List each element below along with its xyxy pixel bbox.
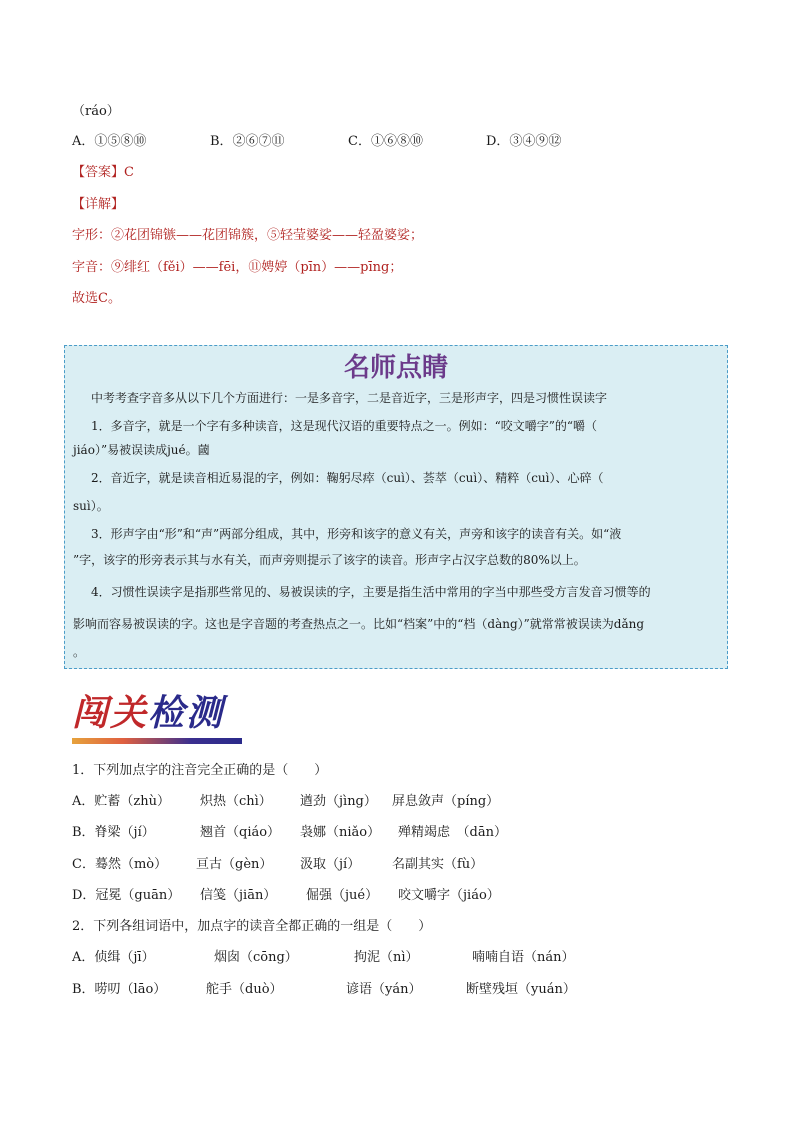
tip-line-10: 。: [73, 645, 86, 659]
option-d: D．③④⑨⑫: [486, 134, 562, 149]
tip-line-3: jiáo）”易被误读成jué。蔮: [73, 443, 210, 457]
tip-line-4: 2．音近字，就是读音相近易混的字，例如：鞠躬尽瘁（cuì）、荟萃（cuì）、精粹（cuì）、心碎（: [91, 471, 604, 485]
banner-underline: [72, 738, 242, 744]
q1-a-3: 遒劲（jìng）: [300, 794, 377, 809]
q1-d-1: D．冠冕（guān）: [72, 888, 181, 903]
q2-b-2: 舵手（duò）: [206, 982, 283, 997]
q1-d-4: 咬文嚼字（jiáo）: [398, 888, 500, 903]
question-2-stem: 2．下列各组词语中，加点字的读音全都正确的一组是（ ）: [72, 919, 432, 934]
answer-line: 【答案】C: [72, 165, 134, 180]
banner-title-part-2: 检测: [148, 693, 225, 734]
q2-b-4: 断壁残垣（yuán）: [466, 982, 576, 997]
q2-b-1: B．唠叨（lāo）: [72, 982, 167, 997]
pinyin-tail: （ráo）: [72, 104, 120, 119]
tip-line-2: 1．多音字，就是一个字有多种读音，这是现代汉语的重要特点之一。例如：“咬文嚼字”的“嚼（: [91, 419, 598, 433]
option-a: A．①⑤⑧⑩: [72, 134, 147, 149]
q1-a-2: 炽热（chì）: [200, 794, 272, 809]
tip-box: [64, 345, 728, 669]
q1-a-1: A．贮蓄（zhù）: [72, 794, 170, 809]
option-b: B．②⑥⑦⑪: [210, 134, 285, 149]
q2-a-3: 拘泥（nì）: [354, 950, 419, 965]
q1-b-3: 袅娜（niǎo）: [300, 825, 381, 840]
tip-line-6: 3．形声字由“形”和“声”两部分组成，其中，形旁和该字的意义有关，声旁和该字的读音有关。如“液: [91, 527, 622, 541]
option-c: C．①⑥⑧⑩: [348, 134, 423, 149]
tip-line-9: 影响而容易被误读的字。这也是字音题的考查热点之一。比如“档案”中的“档（dàng）”就常常被误读为dǎng: [73, 617, 645, 631]
detail-line-3: 故选C。: [72, 291, 121, 306]
q2-a-1: A．侦缉（jī）: [72, 950, 155, 965]
detail-line-1: 字形：②花团锦镞——花团锦簇，⑤轻莹婆娑——轻盈婆娑；: [72, 228, 424, 243]
tip-line-5: suì）。: [73, 499, 109, 513]
q1-b-4: 殚精竭虑 （dān）: [398, 825, 507, 840]
q1-c-3: 汲取（jí）: [300, 857, 361, 872]
tip-line-1: 中考考查字音多从以下几个方面进行：一是多音字，二是音近字，三是形声字，四是习惯性误读字: [91, 391, 608, 405]
tip-line-8: 4．习惯性误读字是指那些常见的、易被误读的字，主要是指生活中常用的字当中那些受方言发音习惯等的: [91, 585, 651, 599]
q1-d-2: 信笺（jiān）: [200, 888, 277, 903]
q1-c-4: 名副其实（fù）: [392, 857, 484, 872]
tip-box-title: 名师点睛: [343, 353, 448, 383]
q1-d-3: 倔强（jué）: [306, 888, 379, 903]
q1-b-1: B．脊梁（jí）: [72, 825, 155, 840]
question-1-stem: 1．下列加点字的注音完全正确的是（ ）: [72, 763, 328, 778]
detail-label: 【详解】: [72, 197, 125, 212]
q1-c-2: 亘古（gèn）: [196, 857, 273, 872]
tip-line-7: ”字，该字的形旁表示其与水有关，而声旁则提示了该字的读音。形声字占汉字总数的80%以上。: [73, 553, 586, 567]
q1-c-1: C．蓦然（mò）: [72, 857, 168, 872]
q2-a-4: 喃喃自语（nán）: [472, 950, 575, 965]
section-banner: [72, 692, 242, 744]
banner-title: [72, 694, 224, 734]
q1-a-4: 屏息敛声（píng）: [392, 794, 500, 809]
q1-b-2: 翘首（qiáo）: [200, 825, 281, 840]
q2-b-3: 谚语（yán）: [346, 982, 422, 997]
q2-a-2: 烟囱（cōng）: [214, 950, 298, 965]
banner-title-part-1: 闯关: [72, 693, 149, 734]
detail-line-2: 字音：⑨绯红（fěi）——fēi，⑪娉婷（pīn）——pīng；: [72, 260, 403, 275]
